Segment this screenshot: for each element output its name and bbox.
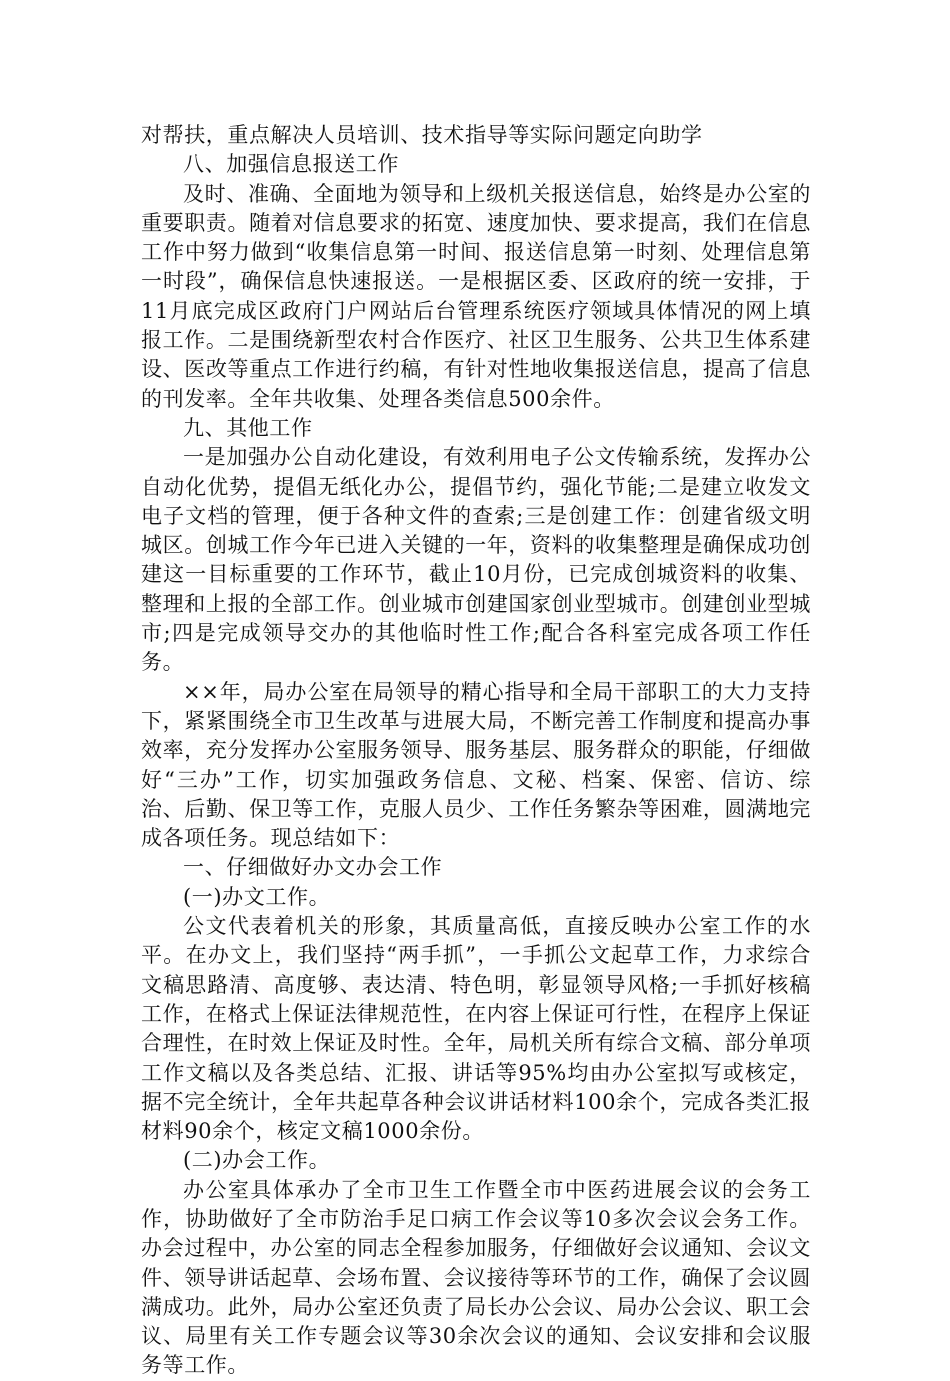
paragraph-info-reporting: 及时、准确、全面地为领导和上级机关报送信息，始终是办公室的重要职责。随着对信息要求的拓宽、速度加快、要求提高，我们在信息工作中努力做到“收集信息第一时间、报送信息第一时刻、处理信息第一时段”，确保信息快速报送。一是根据区委、区政府的统一安排，于11月底完成区政府门户网站后台管理系统医疗领域具体情况的网上填报工作。二是围绕新型农村合作医疗、社区卫生服务、公共卫生体系建设、医改等重点工作进行约稿，有针对性地收集报送信息，提高了信息的刊发率。全年共收集、处理各类信息500余件。 [141, 181, 811, 411]
paragraph-other-work: 一是加强办公自动化建设，有效利用电子公文传输系统，发挥办公自动化优势，提倡无纸化办公，提倡节约，强化节能;二是建立收发文电子文档的管理，便于各种文件的查索;三是创建工作：创建省级文明城区。创城工作今年已进入关键的一年，资料的收集整理是确保成功创建这一目标重要的工作环节，截止10月份，已完成创城资料的收集、整理和上报的全部工作。创业城市创建国家创业型城市。创建创业型城市;四是完成领导交办的其他临时性工作;配合各科室完成各项工作任务。 [141, 445, 811, 675]
paragraph-meeting-work: 办公室具体承办了全市卫生工作暨全市中医药进展会议的会务工作，协助做好了全市防治手足口病工作会议等10多次会议会务工作。办会过程中，办公室的同志全程参加服务，仔细做好会议通知、会议文件、领导讲话起草、会场布置、会议接待等环节的工作，确保了会议圆满成功。此外，局办公室还负责了局长办公会议、局办公会议、职工会议、局里有关工作专题会议等30余次会议的通知、会议安排和会议服务等工作。 [141, 1177, 811, 1378]
document-body [141, 121, 811, 1381]
section-heading-9: 九、其他工作 [183, 415, 313, 440]
paragraph-document-work: 公文代表着机关的形象，其质量高低，直接反映办公室工作的水平。在办文上，我们坚持“两手抓”，一手抓公文起草工作，力求综合文稿思路清、高度够、表达清、特色明，彰显领导风格;一手抓好核稿工作，在格式上保证法律规范性，在内容上保证可行性，在程序上保证合理性，在时效上保证及时性。全年，局机关所有综合文稿、部分单项工作文稿以及各类总结、汇报、讲话等95%均由办公室拟写或核定，据不完全统计，全年共起草各种会议讲话材料100余个，完成各类汇报材料90余个，核定文稿1000余份。 [141, 914, 811, 1144]
subsection-heading-meeting-work: (二)办会工作。 [183, 1148, 331, 1173]
section-heading-1: 一、仔细做好办文办会工作 [183, 855, 443, 880]
section-heading-8: 八、加强信息报送工作 [183, 152, 399, 177]
subsection-heading-document-work: (一)办文工作。 [183, 884, 331, 909]
paragraph-summary-intro: ××年，局办公室在局领导的精心指导和全局干部职工的大力支持下，紧紧围绕全市卫生改革与进展大局，不断完善工作制度和提高办事效率，充分发挥办公室服务领导、服务基层、服务群众的职能，仔细做好“三办”工作，切实加强政务信息、文秘、档案、保密、信访、综治、后勤、保卫等工作，克服人员少、工作任务繁杂等困难，圆满地完成各项任务。现总结如下： [141, 679, 811, 851]
paragraph-continuation: 对帮扶，重点解决人员培训、技术指导等实际问题定向助学 [141, 123, 703, 147]
